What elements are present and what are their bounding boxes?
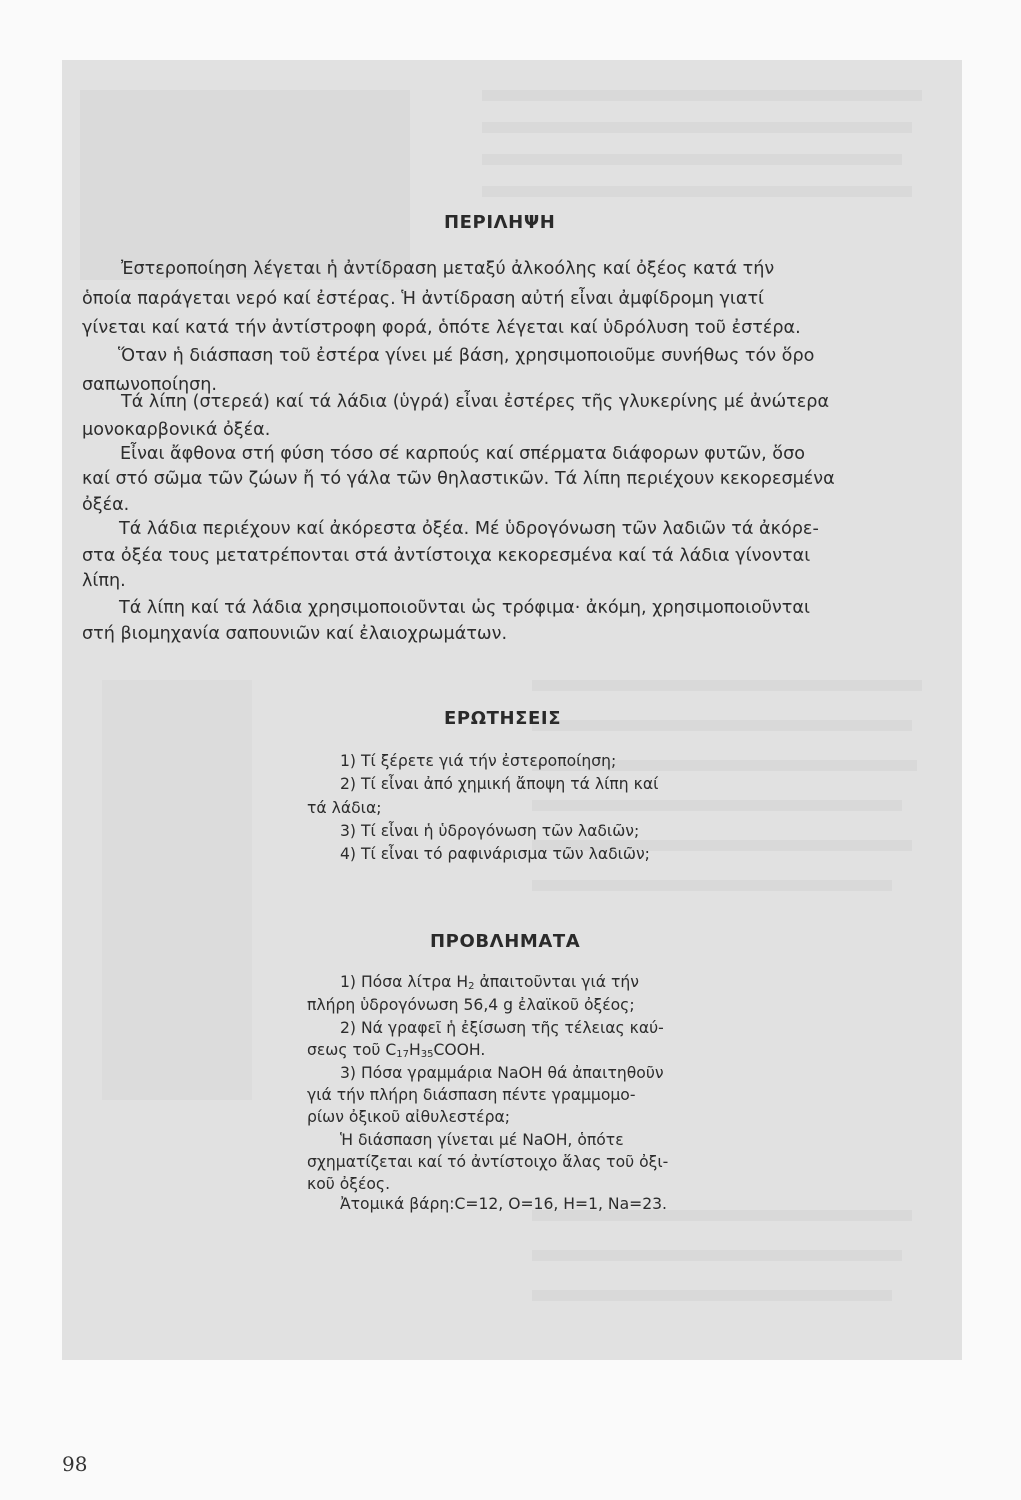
bleed-through-box (102, 680, 252, 1100)
summary-line: καί στό σῶμα τῶν ζώων ἤ τό γάλα τῶν θηλαστικῶν. Τά λίπη περιέχουν κεκορεσμένα (82, 469, 835, 489)
problem-2-text-start: σεως τοῦ C (307, 1041, 397, 1059)
bleed-through-box (80, 90, 410, 280)
h35-subscript: 35 (420, 1049, 434, 1060)
summary-line: Τά λάδια περιέχουν καί ἀκόρεστα ὀξέα. Μέ ὑδρογόνωση τῶν λαδιῶν τά ἀκόρε- (119, 519, 819, 539)
bleed-through-line (532, 680, 922, 691)
problem-2-text-end: COOH. (433, 1041, 486, 1059)
summary-line: γίνεται καί κατά τήν ἀντίστροφη φορά, ὁπότε λέγεται καί ὑδρόλυση τοῦ ἐστέρα. (82, 318, 801, 338)
bleed-through-line (482, 154, 902, 165)
problem-3-line: Ἡ διάσπαση γίνεται μέ NaOH, ὁπότε (340, 1131, 624, 1149)
question-line: 2) Τί εἶναι ἀπό χημική ἄποψη τά λίπη καί (340, 775, 659, 793)
problem-3-line: κοῦ ὀξέος. (307, 1175, 391, 1193)
summary-line: ὀξέα. (82, 495, 130, 515)
summary-heading: ΠΕΡΙΛΗΨΗ (444, 212, 556, 233)
summary-line: στα ὀξέα τους μετατρέπονται στά ἀντίστοιχα κεκορεσμένα καί τά λάδια γίνονται (82, 546, 811, 566)
problem-3-line: ρίων ὀξικοῦ αἰθυλεστέρα; (307, 1108, 511, 1126)
problem-1-text-start: 1) Πόσα λίτρα H (340, 973, 469, 991)
question-line: τά λάδια; (307, 799, 382, 817)
problem-2-text-mid: H (409, 1041, 421, 1059)
summary-line: Εἶναι ἄφθονα στή φύση τόσο σέ καρπούς καί σπέρματα διάφορων φυτῶν, ὅσο (120, 444, 805, 464)
bleed-through-line (532, 800, 902, 811)
summary-line: Ἐστεροποίηση λέγεται ἡ ἀντίδραση μεταξύ ἀλκοόλης καί ὀξέος κατά τήν (121, 259, 775, 279)
problem-3-line: σχηματίζεται καί τό ἀντίστοιχο ἅλας τοῦ ὀξι- (307, 1153, 669, 1171)
problem-3-line: γιά τήν πλήρη διάσπαση πέντε γραμμομο- (307, 1086, 636, 1104)
summary-line: ὁποία παράγεται νερό καί ἐστέρας. Ἡ ἀντίδραση αὐτή εἶναι ἀμφίδρομη γιατί (82, 289, 765, 309)
bleed-through-line (482, 186, 912, 197)
question-line: 4) Τί εἶναι τό ραφινάρισμα τῶν λαδιῶν; (340, 845, 650, 863)
problems-heading: ΠΡΟΒΛΗΜΑΤΑ (430, 931, 581, 952)
summary-line: σαπωνοποίηση. (82, 375, 218, 395)
bleed-through-line (482, 122, 912, 133)
problem-1-text-end: ἀπαιτοῦνται γιά τήν (474, 973, 639, 991)
summary-line: στή βιομηχανία σαπουνιῶν καί ἐλαιοχρωμάτων. (82, 624, 508, 644)
bleed-through-line (532, 1250, 902, 1261)
problem-3-line: Ἀτομικά βάρη:C=12, O=16, H=1, Na=23. (340, 1195, 668, 1213)
bleed-through-line (532, 720, 912, 731)
h2-subscript: 2 (468, 981, 475, 992)
problem-2-line: 2) Νά γραφεῖ ἡ ἐξίσωση τῆς τέλειας καύ- (340, 1019, 664, 1037)
summary-line: Ὅταν ἡ διάσπαση τοῦ ἐστέρα γίνει μέ βάση, χρησιμοποιοῦμε συνήθως τόν ὅρο (118, 346, 815, 366)
page-number: 98 (62, 1452, 88, 1476)
question-line: 1) Τί ξέρετε γιά τήν ἐστεροποίηση; (340, 752, 617, 770)
c17-subscript: 17 (396, 1049, 410, 1060)
question-line: 3) Τί εἶναι ἡ ὑδρογόνωση τῶν λαδιῶν; (340, 822, 640, 840)
bleed-through-line (532, 880, 892, 891)
questions-heading: ΕΡΩΤΗΣΕΙΣ (444, 708, 562, 729)
problem-1-line: πλήρη ὑδρογόνωση 56,4 g ἐλαϊκοῦ ὀξέος; (307, 996, 635, 1014)
summary-line: Τά λίπη καί τά λάδια χρησιμοποιοῦνται ὡς τρόφιμα· ἀκόμη, χρησιμοποιοῦνται (119, 598, 810, 618)
bleed-through-line (532, 1290, 892, 1301)
bleed-through-line (482, 90, 922, 101)
summary-line: Τά λίπη (στερεά) καί τά λάδια (ὑγρά) εἶναι ἐστέρες τῆς γλυκερίνης μέ ἀνώτερα (121, 392, 830, 412)
problem-3-line: 3) Πόσα γραμμάρια NaOH θά ἀπαιτηθοῦν (340, 1064, 664, 1082)
summary-line: μονοκαρβονικά ὀξέα. (82, 420, 271, 440)
summary-line: λίπη. (82, 571, 126, 591)
